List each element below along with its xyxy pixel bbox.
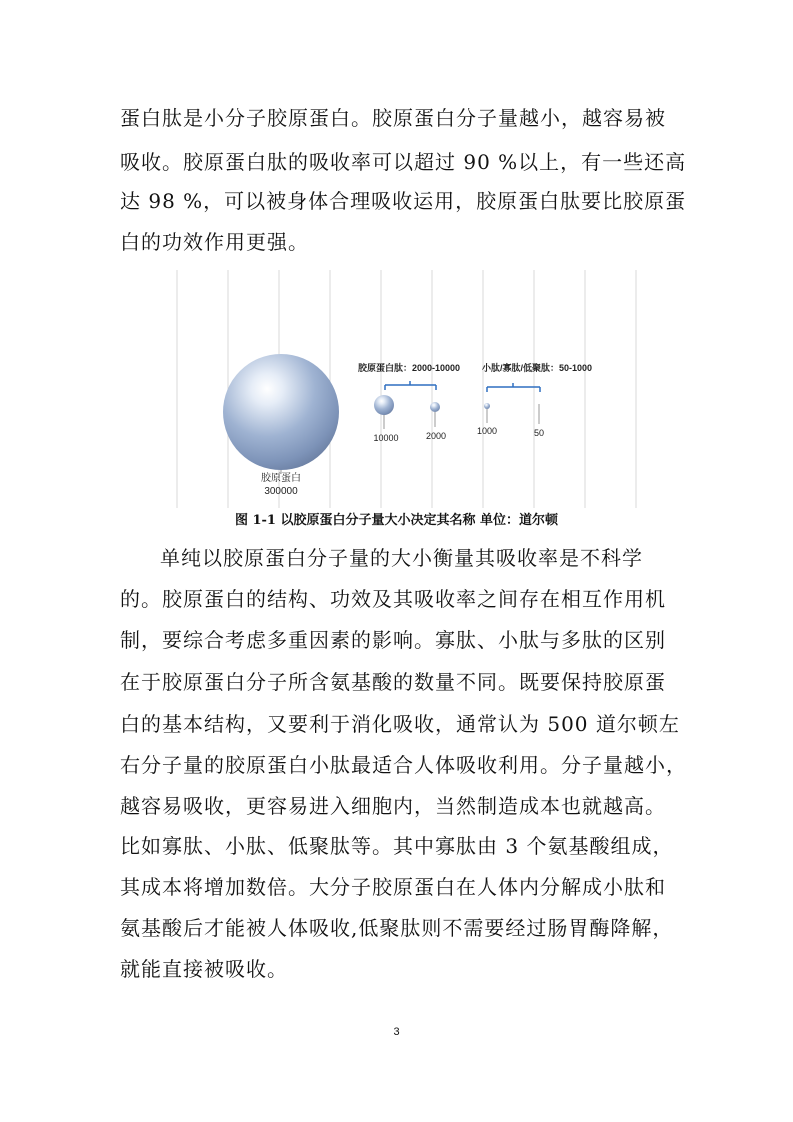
paragraph-2-line-1: 单纯以胶原蛋白分子量的大小衡量其吸收率是不科学	[160, 546, 643, 570]
paragraph-2-line-5: 白的基本结构，又要利于消化吸收，通常认为 500 道尔顿左	[120, 712, 680, 736]
paragraph-1-line-4: 白的功效作用更强。	[120, 230, 309, 254]
paragraph-2-line-6: 右分子量的胶原蛋白小肽最适合人体吸收利用。分子量越小，	[120, 753, 687, 777]
sphere-50-label: 50	[533, 428, 545, 438]
paragraph-2-line-10: 氨基酸后才能被人体吸收,低聚肽则不需要经过肠胃酶降解，	[120, 916, 674, 940]
bracket-label-small-peptide: 小肽/寡肽/低聚肽：50-1000	[482, 363, 593, 373]
sphere-2000-label: 2000	[425, 431, 447, 441]
molecular-weight-figure	[0, 0, 793, 515]
paragraph-1-line-3: 达 98 %，可以被身体合理吸收运用，胶原蛋白肽要比胶原蛋	[120, 189, 687, 213]
paragraph-1-line-2: 吸收。胶原蛋白肽的吸收率可以超过 90 %以上，有一些还高	[120, 150, 687, 174]
page-number: 3	[393, 1026, 400, 1038]
collagen-sphere	[223, 354, 339, 470]
sphere-10000-label: 10000	[373, 433, 399, 443]
paragraph-2-line-3: 制，要综合考虑多重因素的影响。寡肽、小肽与多肽的区别	[120, 628, 666, 652]
sphere-2000	[430, 402, 440, 412]
sphere-1000-label: 1000	[476, 426, 498, 436]
paragraph-1-line-1: 蛋白肽是小分子胶原蛋白。胶原蛋白分子量越小，越容易被	[120, 106, 666, 130]
paragraph-2-line-2: 的。胶原蛋白的结构、功效及其吸收率之间存在相互作用机	[120, 587, 666, 611]
bracket-peptide	[385, 381, 436, 390]
paragraph-2-line-8: 比如寡肽、小肽、低聚肽等。其中寡肽由 3 个氨基酸组成，	[120, 834, 674, 858]
sphere-1000	[484, 403, 490, 409]
collagen-sphere-value: 300000	[264, 486, 298, 497]
paragraph-2-line-7: 越容易吸收，更容易进入细胞内，当然制造成本也就越高。	[120, 794, 666, 818]
paragraph-2-line-9: 其成本将增加数倍。大分子胶原蛋白在人体内分解成小肽和	[120, 875, 666, 899]
bracket-label-peptide: 胶原蛋白肽：2000-10000	[358, 363, 461, 373]
bracket-small-peptide	[487, 383, 540, 392]
sphere-10000	[374, 395, 394, 415]
collagen-sphere-label: 胶原蛋白	[261, 473, 301, 484]
figure-caption: 图 1-1 以胶原蛋白分子量大小决定其名称 单位：道尔顿	[234, 513, 559, 528]
paragraph-2-line-4: 在于胶原蛋白分子所含氨基酸的数量不同。既要保持胶原蛋	[120, 670, 666, 694]
paragraph-2-line-11: 就能直接被吸收。	[120, 957, 288, 981]
